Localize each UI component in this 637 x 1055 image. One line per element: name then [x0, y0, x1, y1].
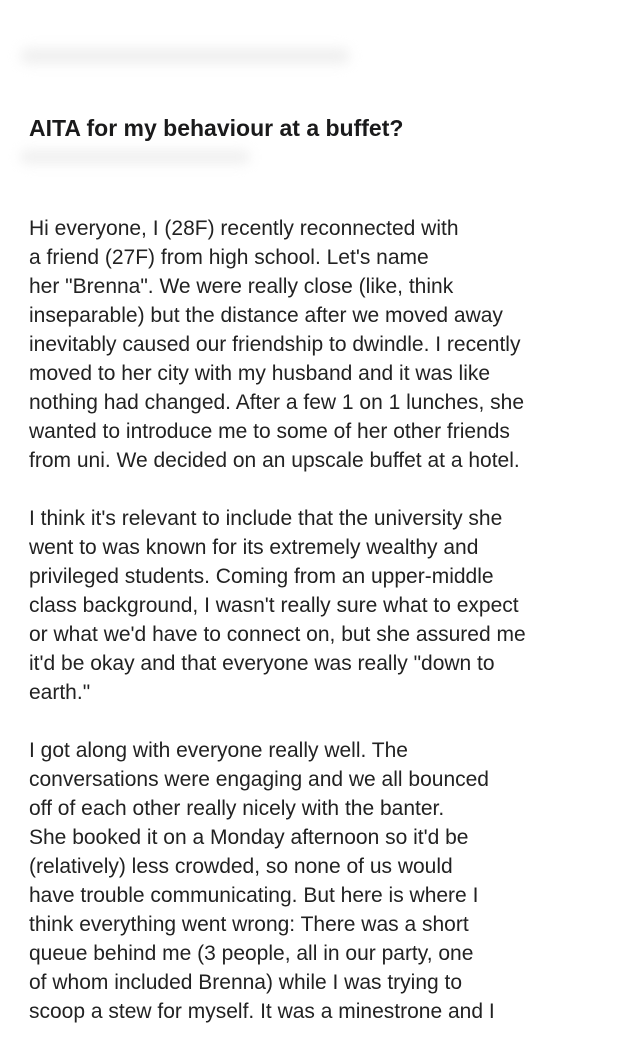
text-line: privileged students. Coming from an upper-middle: [29, 565, 494, 588]
text-line: earth.": [29, 681, 91, 704]
text-line: I think it's relevant to include that the university she: [29, 507, 503, 530]
post-title: AITA for my behaviour at a buffet?: [29, 115, 404, 142]
text-line: nothing had changed. After a few 1 on 1 lunches, she: [29, 391, 525, 414]
text-line: queue behind me (3 people, all in our party, one: [29, 942, 474, 965]
text-line: have trouble communicating. But here is where I: [29, 884, 479, 907]
text-line: class background, I wasn't really sure what to expect: [29, 594, 519, 617]
text-line: a friend (27F) from high school. Let's name: [29, 246, 429, 269]
text-line: or what we'd have to connect on, but she assured me: [29, 623, 526, 646]
blurred-meta-text: [20, 150, 250, 164]
text-line: wanted to introduce me to some of her other friends: [29, 420, 510, 443]
blurred-header-text: [20, 48, 350, 64]
text-line: She booked it on a Monday afternoon so it'd be: [29, 826, 469, 849]
text-line: think everything went wrong: There was a short: [29, 913, 469, 936]
text-line: of whom included Brenna) while I was trying to: [29, 971, 463, 994]
text-line: conversations were engaging and we all bounced: [29, 768, 489, 791]
text-line: I got along with everyone really well. The: [29, 739, 408, 762]
text-line: off of each other really nicely with the banter.: [29, 797, 445, 820]
post-paragraph: [29, 214, 619, 475]
post-body: [29, 214, 619, 1055]
text-line: it'd be okay and that everyone was really "down to: [29, 652, 495, 675]
text-line: from uni. We decided on an upscale buffet at a hotel.: [29, 449, 520, 472]
post-paragraph: [29, 736, 619, 1026]
text-line: scoop a stew for myself. It was a minestrone and I: [29, 1000, 495, 1023]
text-line: went to was known for its extremely wealthy and: [29, 536, 479, 559]
text-line: her "Brenna". We were really close (like, think: [29, 275, 454, 298]
text-line: moved to her city with my husband and it was like: [29, 362, 491, 385]
text-line: Hi everyone, I (28F) recently reconnected with: [29, 217, 459, 240]
text-line: inevitably caused our friendship to dwindle. I recently: [29, 333, 521, 356]
text-line: (relatively) less crowded, so none of us would: [29, 855, 453, 878]
text-line: inseparable) but the distance after we moved away: [29, 304, 503, 327]
post-paragraph: [29, 504, 619, 707]
